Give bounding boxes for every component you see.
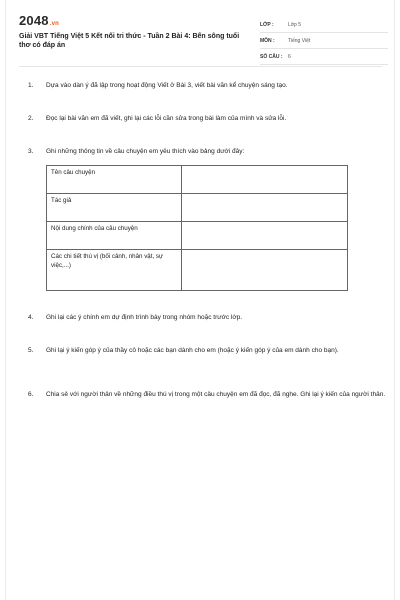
table-row xyxy=(47,194,348,222)
page-title: Giải VBT Tiếng Việt 5 Kết nối tri thức - Tuần 2 Bài 4: Bến sông tuổi thơ có đáp án xyxy=(19,33,240,49)
meta-subject-row xyxy=(260,33,388,49)
meta-class-value: Lớp 5 xyxy=(288,21,302,28)
meta-count-label: SỐ CÂU : xyxy=(260,53,283,60)
question-2 xyxy=(28,114,386,123)
table-row xyxy=(47,166,348,194)
header-divider xyxy=(19,66,382,67)
logo-suffix: .vn xyxy=(49,21,60,27)
table-cell-answer[interactable] xyxy=(182,166,348,194)
question-6 xyxy=(28,390,386,399)
meta-count-row xyxy=(260,49,388,65)
table-cell-label: Tên câu chuyện xyxy=(47,166,182,194)
table-cell-answer[interactable] xyxy=(182,250,348,291)
question-number: 5. xyxy=(28,347,34,354)
question-text: Ghi lại ý kiến góp ý của thầy cô hoặc các bạn dành cho em (hoặc ý kiến góp ý của em dành cho bạn). xyxy=(46,347,339,354)
question-number: 2. xyxy=(28,115,34,122)
table-cell-answer[interactable] xyxy=(182,222,348,250)
document-page xyxy=(5,0,395,600)
meta-subject-value: Tiếng Việt xyxy=(288,37,311,44)
table-cell-label: Các chi tiết thú vị (bối cảnh, nhân vật, sự việc,...) xyxy=(47,250,182,291)
logo-text: 2048 xyxy=(19,13,49,28)
question-1 xyxy=(28,81,386,90)
question-4 xyxy=(28,313,386,322)
header xyxy=(19,13,389,61)
meta-count-value: 6 xyxy=(288,53,291,60)
site-logo[interactable] xyxy=(19,13,59,32)
table-row xyxy=(47,250,348,291)
question-number: 3. xyxy=(28,148,34,155)
question-text: Dựa vào dàn ý đã lập trong hoạt động Viết ở Bài 3, viết bài văn kể chuyện sáng tạo. xyxy=(46,82,288,89)
table-row xyxy=(47,222,348,250)
meta-class-row xyxy=(260,17,388,33)
meta-class-label: LỚP : xyxy=(260,21,274,28)
meta-subject-label: MÔN : xyxy=(260,37,275,44)
table-cell-label: Tác giả xyxy=(47,194,182,222)
question-text: Ghi những thông tin về câu chuyện em yêu thích vào bảng dưới đây: xyxy=(46,148,245,155)
question-number: 4. xyxy=(28,314,34,321)
question-text: Chia sẻ với người thân về những điều thú vị trong một câu chuyện em đã đọc, đã nghe. Ghi lại ý kiến của người thân. xyxy=(46,391,386,398)
table-cell-label: Nội dung chính của câu chuyện xyxy=(47,222,182,250)
question-text: Ghi lại các ý chính em dự định trình bày trong nhóm hoặc trước lớp. xyxy=(46,314,243,321)
table-cell-answer[interactable] xyxy=(182,194,348,222)
question-5 xyxy=(28,346,386,355)
question-number: 1. xyxy=(28,82,34,89)
question-number: 6. xyxy=(28,391,34,398)
meta-info xyxy=(260,17,388,65)
question-text: Đọc lại bài văn em đã viết, ghi lại các lỗi cần sửa trong bài làm của mình và sửa lỗi. xyxy=(46,115,287,122)
question-3 xyxy=(28,147,386,156)
story-info-table xyxy=(46,165,348,291)
